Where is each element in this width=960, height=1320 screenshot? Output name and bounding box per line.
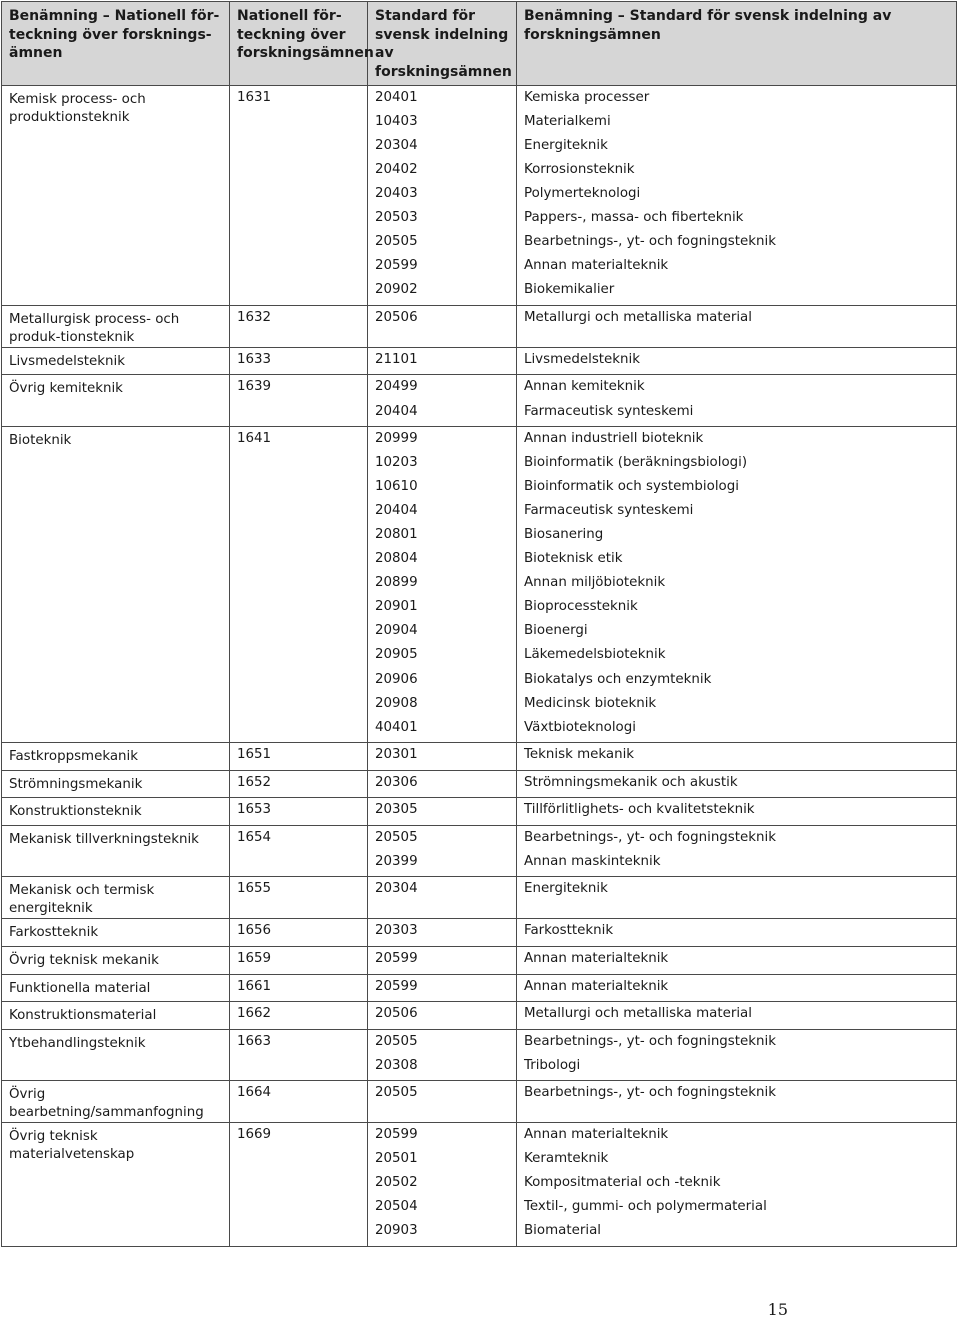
standard-code: 20404 bbox=[375, 403, 418, 419]
standard-code: 20599 bbox=[375, 1127, 418, 1143]
standard-code: 20301 bbox=[375, 747, 418, 763]
standard-code: 20902 bbox=[375, 282, 418, 298]
nationell-code-cell bbox=[230, 798, 368, 826]
nationell-code: 1663 bbox=[237, 1033, 272, 1049]
standard-name-cell bbox=[517, 1029, 957, 1081]
standard-name: Annan materialteknik bbox=[524, 1127, 669, 1143]
standard-code: 20308 bbox=[375, 1057, 418, 1073]
standard-code-cell bbox=[368, 825, 517, 877]
table-row bbox=[2, 877, 957, 919]
standard-code-cell bbox=[368, 743, 517, 771]
standard-name-cell bbox=[517, 743, 957, 771]
standard-code: 20904 bbox=[375, 623, 418, 639]
domain-name-cell: Övrig bearbetning/sammanfogning bbox=[2, 1081, 230, 1123]
standard-code: 20505 bbox=[375, 829, 418, 845]
standard-code-cell bbox=[368, 375, 517, 427]
standard-code: 20899 bbox=[375, 575, 418, 591]
standard-code: 20399 bbox=[375, 853, 418, 869]
table-row bbox=[2, 375, 957, 427]
standard-name-cell bbox=[517, 919, 957, 947]
standard-code: 20801 bbox=[375, 527, 418, 543]
header-row bbox=[2, 2, 957, 86]
standard-code: 20901 bbox=[375, 599, 418, 615]
standard-name: Farkostteknik bbox=[524, 923, 614, 939]
standard-name: Biokemikalier bbox=[524, 282, 615, 298]
standard-name: Bearbetnings-, yt- och fogningsteknik bbox=[524, 1085, 776, 1101]
standard-name: Annan materialteknik bbox=[524, 950, 669, 966]
standard-code-cell bbox=[368, 798, 517, 826]
standard-name-cell bbox=[517, 825, 957, 877]
standard-name: Farmaceutisk synteskemi bbox=[524, 503, 694, 519]
standard-name: Biosanering bbox=[524, 527, 604, 543]
standard-code: 40401 bbox=[375, 719, 418, 735]
standard-name: Biomaterial bbox=[524, 1223, 601, 1239]
standard-code-cell bbox=[368, 305, 517, 347]
standard-code-cell bbox=[368, 1002, 517, 1030]
standard-name: Bioinformatik (beräkningsbiologi) bbox=[524, 455, 748, 471]
domain-name-cell: Funktionella material bbox=[2, 974, 230, 1002]
standard-code: 20599 bbox=[375, 978, 418, 994]
domain-name-cell: Farkostteknik bbox=[2, 919, 230, 947]
standard-name-cell bbox=[517, 347, 957, 375]
domain-name-cell: Ytbehandlingsteknik bbox=[2, 1029, 230, 1081]
standard-name: Annan materialteknik bbox=[524, 978, 669, 994]
standard-name-cell bbox=[517, 974, 957, 1002]
standard-name: Bearbetnings-, yt- och fogningsteknik bbox=[524, 1033, 776, 1049]
standard-code: 10610 bbox=[375, 479, 418, 495]
standard-name: Växtbioteknologi bbox=[524, 719, 636, 735]
standard-name: Bioenergi bbox=[524, 623, 588, 639]
domain-name-cell: Mekanisk och termisk energiteknik bbox=[2, 877, 230, 919]
standard-code: 20503 bbox=[375, 210, 418, 226]
header-cell-benamning-standard: Benämning – Standard för svensk indelning av forskningsämnen bbox=[517, 2, 957, 86]
page-number: 15 bbox=[767, 1300, 788, 1319]
nationell-code-cell bbox=[230, 86, 368, 306]
standard-name: Annan miljöbioteknik bbox=[524, 575, 666, 591]
standard-code: 20504 bbox=[375, 1199, 418, 1215]
domain-name-cell: Konstruktionsmaterial bbox=[2, 1002, 230, 1030]
table-row bbox=[2, 305, 957, 347]
standard-name: Strömningsmekanik och akustik bbox=[524, 774, 738, 790]
standard-name: Bioinformatik och systembiologi bbox=[524, 479, 739, 495]
nationell-code-cell bbox=[230, 305, 368, 347]
table-row bbox=[2, 946, 957, 974]
standard-code: 20599 bbox=[375, 258, 418, 274]
nationell-code: 1662 bbox=[237, 1006, 272, 1022]
standard-name: Bioprocessteknik bbox=[524, 599, 638, 615]
standard-name: Annan industriell bioteknik bbox=[524, 431, 704, 447]
domain-name-cell: Övrig kemiteknik bbox=[2, 375, 230, 427]
standard-name-cell bbox=[517, 1002, 957, 1030]
nationell-code-cell bbox=[230, 1002, 368, 1030]
standard-code: 20305 bbox=[375, 802, 418, 818]
standard-code: 20303 bbox=[375, 923, 418, 939]
standard-code: 20401 bbox=[375, 90, 418, 105]
nationell-code: 1652 bbox=[237, 774, 272, 790]
nationell-code: 1631 bbox=[237, 90, 272, 105]
nationell-code: 1641 bbox=[237, 431, 272, 447]
standard-code-cell bbox=[368, 427, 517, 743]
nationell-code-cell bbox=[230, 1081, 368, 1123]
table-row bbox=[2, 1029, 957, 1081]
standard-code-cell bbox=[368, 877, 517, 919]
classification-table bbox=[1, 1, 957, 1247]
standard-code: 20404 bbox=[375, 503, 418, 519]
standard-code: 20505 bbox=[375, 1033, 418, 1049]
domain-name-cell: Konstruktionsteknik bbox=[2, 798, 230, 826]
standard-name: Metallurgi och metalliska material bbox=[524, 1006, 752, 1022]
table-row bbox=[2, 743, 957, 771]
nationell-code-cell bbox=[230, 375, 368, 427]
standard-code: 20908 bbox=[375, 695, 418, 711]
nationell-code: 1632 bbox=[237, 309, 272, 325]
table-row bbox=[2, 1123, 957, 1247]
standard-name: Annan materialteknik bbox=[524, 258, 669, 274]
standard-code: 20502 bbox=[375, 1175, 418, 1191]
standard-code-cell bbox=[368, 919, 517, 947]
standard-name-cell bbox=[517, 946, 957, 974]
standard-name: Annan kemiteknik bbox=[524, 379, 645, 395]
standard-code-cell bbox=[368, 86, 517, 306]
nationell-code: 1653 bbox=[237, 802, 272, 818]
domain-name-cell: Livsmedelsteknik bbox=[2, 347, 230, 375]
standard-name: Korrosionsteknik bbox=[524, 162, 635, 178]
standard-code-cell bbox=[368, 974, 517, 1002]
standard-name: Energiteknik bbox=[524, 138, 608, 154]
standard-name: Keramteknik bbox=[524, 1151, 609, 1167]
domain-name-cell: Kemisk process- och produktionsteknik bbox=[2, 86, 230, 306]
nationell-code: 1664 bbox=[237, 1085, 272, 1101]
standard-name: Bioteknisk etik bbox=[524, 551, 623, 567]
standard-name-cell bbox=[517, 798, 957, 826]
standard-name: Medicinsk bioteknik bbox=[524, 695, 657, 711]
standard-name: Polymerteknologi bbox=[524, 186, 641, 202]
standard-name: Metallurgi och metalliska material bbox=[524, 309, 752, 325]
standard-name: Teknisk mekanik bbox=[524, 747, 635, 763]
nationell-code: 1669 bbox=[237, 1127, 272, 1143]
header-cell-standard-code: Standard för svensk indelning av forskningsämnen bbox=[368, 2, 517, 86]
nationell-code-cell bbox=[230, 946, 368, 974]
standard-name: Annan maskinteknik bbox=[524, 853, 661, 869]
standard-code: 20506 bbox=[375, 1006, 418, 1022]
standard-name: Materialkemi bbox=[524, 114, 611, 130]
header-cell-nationell-code: Nationell för-teckning över forskningsämnen bbox=[230, 2, 368, 86]
standard-code: 20304 bbox=[375, 138, 418, 154]
standard-code: 20905 bbox=[375, 647, 418, 663]
standard-code: 20501 bbox=[375, 1151, 418, 1167]
table-row bbox=[2, 347, 957, 375]
standard-name: Bearbetnings-, yt- och fogningsteknik bbox=[524, 234, 776, 250]
nationell-code-cell bbox=[230, 770, 368, 798]
nationell-code: 1656 bbox=[237, 923, 272, 939]
nationell-code-cell bbox=[230, 743, 368, 771]
table-row bbox=[2, 798, 957, 826]
domain-name-cell: Övrig teknisk mekanik bbox=[2, 946, 230, 974]
nationell-code: 1655 bbox=[237, 881, 272, 897]
standard-code: 20505 bbox=[375, 234, 418, 250]
nationell-code: 1633 bbox=[237, 351, 272, 367]
standard-name-cell bbox=[517, 305, 957, 347]
nationell-code-cell bbox=[230, 919, 368, 947]
table-row bbox=[2, 825, 957, 877]
table-row bbox=[2, 770, 957, 798]
nationell-code-cell bbox=[230, 1123, 368, 1247]
standard-code-cell bbox=[368, 1123, 517, 1247]
standard-code: 20804 bbox=[375, 551, 418, 567]
domain-name-cell: Bioteknik bbox=[2, 427, 230, 743]
nationell-code: 1639 bbox=[237, 379, 272, 395]
domain-name-cell: Fastkroppsmekanik bbox=[2, 743, 230, 771]
standard-name-cell bbox=[517, 86, 957, 306]
standard-name: Bearbetnings-, yt- och fogningsteknik bbox=[524, 829, 776, 845]
standard-name: Tribologi bbox=[524, 1057, 581, 1073]
standard-name-cell bbox=[517, 1081, 957, 1123]
standard-code-cell bbox=[368, 347, 517, 375]
standard-name-cell bbox=[517, 375, 957, 427]
standard-name: Farmaceutisk synteskemi bbox=[524, 403, 694, 419]
standard-name: Textil-, gummi- och polymermaterial bbox=[524, 1199, 767, 1215]
nationell-code: 1651 bbox=[237, 747, 272, 763]
standard-code-cell bbox=[368, 946, 517, 974]
nationell-code-cell bbox=[230, 877, 368, 919]
standard-code: 20599 bbox=[375, 950, 418, 966]
nationell-code-cell bbox=[230, 1029, 368, 1081]
standard-code: 20402 bbox=[375, 162, 418, 178]
standard-name: Kemiska processer bbox=[524, 90, 650, 105]
standard-code: 20506 bbox=[375, 309, 418, 325]
header-cell-benamning-nationell: Benämning – Nationell för-teckning över forsknings-ämnen bbox=[2, 2, 230, 86]
standard-name: Pappers-, massa- och fiberteknik bbox=[524, 210, 744, 226]
table-row bbox=[2, 919, 957, 947]
standard-code: 10203 bbox=[375, 455, 418, 471]
standard-code: 20903 bbox=[375, 1223, 418, 1239]
table-row bbox=[2, 427, 957, 743]
nationell-code-cell bbox=[230, 974, 368, 1002]
nationell-code: 1659 bbox=[237, 950, 272, 966]
standard-name: Läkemedelsbioteknik bbox=[524, 647, 666, 663]
standard-name-cell bbox=[517, 427, 957, 743]
table-row bbox=[2, 86, 957, 306]
domain-name-cell: Strömningsmekanik bbox=[2, 770, 230, 798]
domain-name-cell: Metallurgisk process- och produk-tionsteknik bbox=[2, 305, 230, 347]
nationell-code: 1654 bbox=[237, 829, 272, 845]
table-row bbox=[2, 1081, 957, 1123]
standard-code: 10403 bbox=[375, 114, 418, 130]
nationell-code-cell bbox=[230, 427, 368, 743]
standard-name: Biokatalys och enzymteknik bbox=[524, 671, 712, 687]
standard-code: 20906 bbox=[375, 671, 418, 687]
standard-code: 20999 bbox=[375, 431, 418, 447]
standard-code: 20306 bbox=[375, 774, 418, 790]
standard-code-cell bbox=[368, 1029, 517, 1081]
standard-name-cell bbox=[517, 877, 957, 919]
standard-code: 21101 bbox=[375, 351, 418, 367]
nationell-code: 1661 bbox=[237, 978, 272, 994]
table-row bbox=[2, 974, 957, 1002]
standard-name: Livsmedelsteknik bbox=[524, 351, 641, 367]
nationell-code-cell bbox=[230, 347, 368, 375]
standard-name: Tillförlitlighets- och kvalitetsteknik bbox=[524, 802, 755, 818]
standard-name: Energiteknik bbox=[524, 881, 608, 897]
table-row bbox=[2, 1002, 957, 1030]
standard-name-cell bbox=[517, 770, 957, 798]
standard-code: 20403 bbox=[375, 186, 418, 202]
standard-code: 20304 bbox=[375, 881, 418, 897]
standard-name-cell bbox=[517, 1123, 957, 1247]
standard-code: 20499 bbox=[375, 379, 418, 395]
domain-name-cell: Mekanisk tillverkningsteknik bbox=[2, 825, 230, 877]
standard-code-cell bbox=[368, 770, 517, 798]
standard-code: 20505 bbox=[375, 1085, 418, 1101]
table-body bbox=[2, 86, 957, 1247]
nationell-code-cell bbox=[230, 825, 368, 877]
standard-code-cell bbox=[368, 1081, 517, 1123]
domain-name-cell: Övrig teknisk materialvetenskap bbox=[2, 1123, 230, 1247]
standard-name: Kompositmaterial och -teknik bbox=[524, 1175, 721, 1191]
